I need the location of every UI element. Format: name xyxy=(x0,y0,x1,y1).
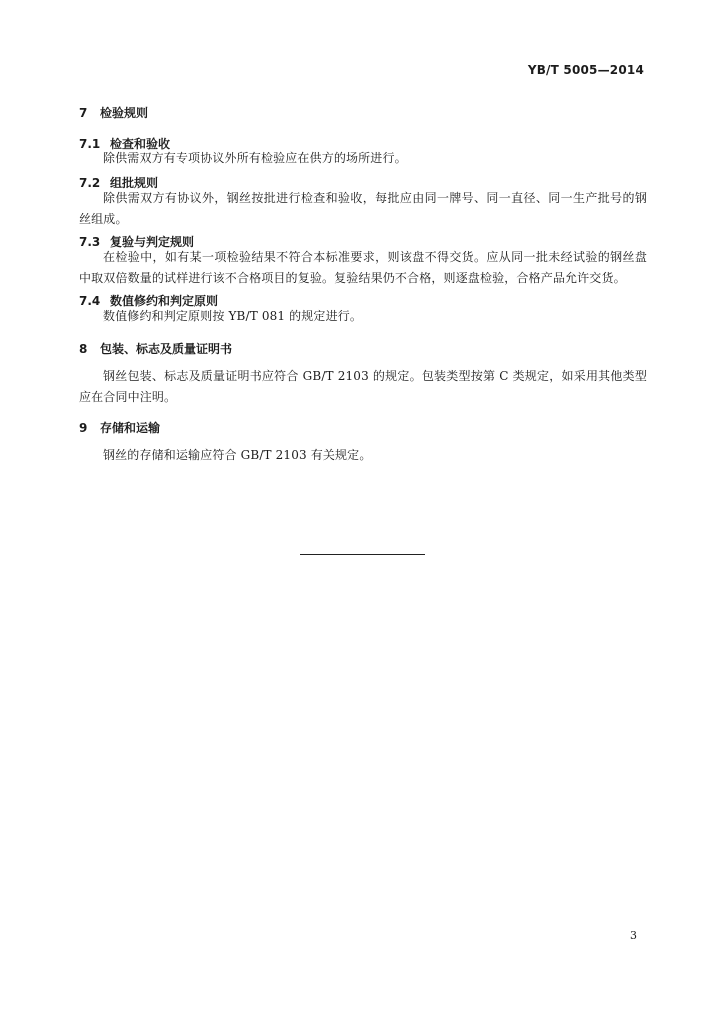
subsection-title: 复验与判定规则 xyxy=(110,235,195,249)
section-9-heading xyxy=(79,419,160,436)
section-title: 检验规则 xyxy=(100,106,149,120)
page-number: 3 xyxy=(630,929,637,942)
section-7-1-text: 除供需双方有专项协议外所有检验应在供方的场所进行。 xyxy=(103,151,407,165)
section-number: 9 xyxy=(79,421,88,435)
subsection-title: 检查和验收 xyxy=(110,137,171,151)
subsection-number: 7.4 xyxy=(79,294,101,308)
end-of-document-rule xyxy=(300,554,425,555)
document-code: YB/T 5005—2014 xyxy=(527,63,644,77)
section-9-text: 钢丝的存储和运输应符合 GB/T 2103 有关规定。 xyxy=(103,448,372,462)
section-7-3-text: 在检验中，如有某一项检验结果不符合本标准要求，则该盘不得交货。应从同一批未经试验的钢丝盘中取双倍数量的试样进行该不合格项目的复验。复验结果仍不合格，则逐盘检验，合格产品允许交货。 xyxy=(79,250,647,285)
subsection-number: 7.2 xyxy=(79,176,101,190)
section-title: 存储和运输 xyxy=(100,421,161,435)
subsection-number: 7.1 xyxy=(79,137,101,151)
subsection-title: 组批规则 xyxy=(110,176,159,190)
section-7-heading xyxy=(79,104,148,121)
section-number: 8 xyxy=(79,342,88,356)
section-number: 7 xyxy=(79,106,88,120)
subsection-number: 7.3 xyxy=(79,235,101,249)
section-7-2-text: 除供需双方有协议外，钢丝按批进行检查和验收，每批应由同一牌号、同一直径、同一生产批号的钢丝组成。 xyxy=(79,191,647,226)
subsection-title: 数值修约和判定原则 xyxy=(110,294,219,308)
section-8-text: 钢丝包装、标志及质量证明书应符合 GB/T 2103 的规定。包装类型按第 C 类规定，如采用其他类型应在合同中注明。 xyxy=(79,369,647,404)
section-title: 包装、标志及质量证明书 xyxy=(100,342,233,356)
section-8-heading xyxy=(79,340,232,357)
section-7-4-text: 数值修约和判定原则按 YB/T 081 的规定进行。 xyxy=(103,309,363,323)
